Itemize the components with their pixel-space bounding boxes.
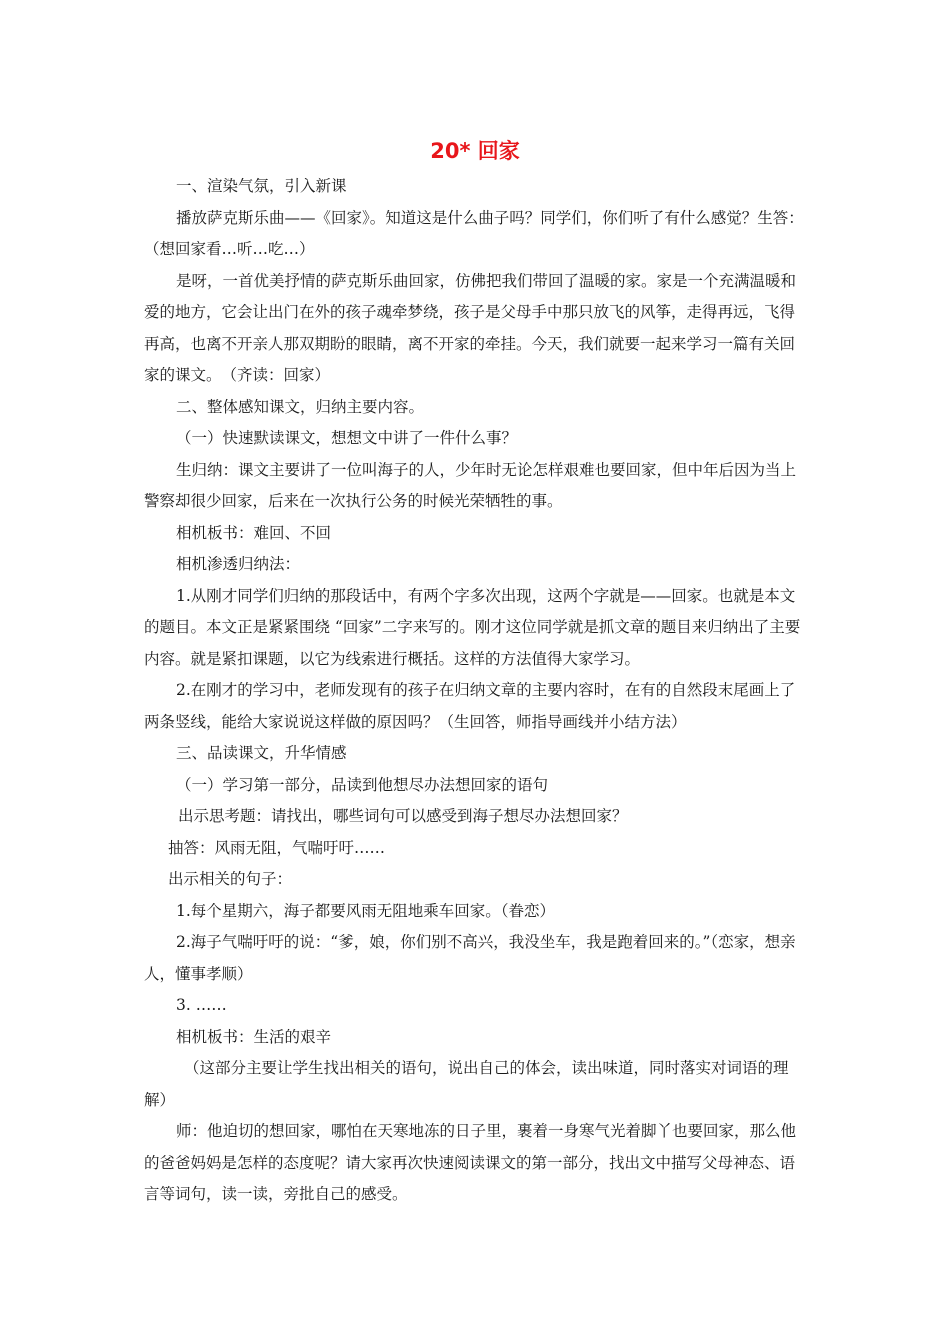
paragraph: 相机渗透归纳法： [176, 555, 301, 573]
paragraph: 生归纳：课文主要讲了一位叫海子的人，少年时无论怎样艰难也要回家，但中年后因为当上警察却很少回家，后来在一次执行公务的时候光荣牺牲的事。 [144, 460, 797, 510]
paragraph: 抽答：风雨无阻，气喘吁吁…… [168, 838, 386, 857]
list-item: 3. …… [176, 996, 227, 1014]
paragraph: 播放萨克斯乐曲——《回家》。知道这是什么曲子吗？同学们，你们听了有什么感觉？生答：（想回家看…听…吃…） [144, 208, 804, 258]
list-item: 1.从刚才同学们归纳的那段话中，有两个字多次出现，这两个字就是——回家。也就是本文的题目。本文正是紧紧围绕 “回家”二字来写的。刚才这位同学就是抓文章的题目来归纳出了主要内容。就是紧扣课题，以它为线索进行概括。这样的方法值得大家学习。 [144, 586, 801, 668]
section-heading: 三、品读课文，升华情感 [176, 744, 347, 762]
paragraph: 出示相关的句子： [168, 870, 293, 888]
section-heading: 二、整体感知课文，归纳主要内容。 [176, 397, 425, 416]
paragraph: （一）学习第一部分，品读到他想尽办法想回家的语句 [176, 775, 549, 794]
paragraph: （这部分主要让学生找出相关的语句，说出自己的体会，读出味道，同时落实对词语的理解） [144, 1059, 789, 1109]
list-item: 2.在刚才的学习中，老师发现有的孩子在归纳文章的主要内容时，在有的自然段末尾画上了两条竖线，能给大家说说这样做的原因吗？（生回答，师指导画线并小结方法） [144, 681, 796, 731]
paragraph: 是呀，一首优美抒情的萨克斯乐曲回家，仿佛把我们带回了温暖的家。家是一个充满温暖和爱的地方，它会让出门在外的孩子魂牵梦绕，孩子是父母手中那只放飞的风筝，走得再远，飞得再高，也离不开亲人那双期盼的眼睛，离不开家的牵挂。今天，我们就要一起来学习一篇有关回家的课文。 （齐读：回家） [144, 271, 797, 384]
paragraph: 相机板书：生活的艰辛 [176, 1027, 332, 1046]
paragraph: 相机板书：难回、不回 [176, 523, 332, 542]
paragraph: 出示思考题：请找出，哪些词句可以感受到海子想尽办法想回家？ [178, 807, 628, 825]
list-item: 1.每个星期六，海子都要风雨无阻地乘车回家。（眷恋） [176, 901, 556, 920]
document-body [144, 171, 808, 1211]
list-item: 2.海子气喘吁吁的说：“爹，娘，你们别不高兴，我没坐车，我是跑着回来的。”（恋家，想亲人，懂事孝顺） [144, 933, 796, 983]
section-heading: 一、渲染气氛，引入新课 [176, 177, 347, 195]
paragraph: 师：他迫切的想回家，哪怕在天寒地冻的日子里，裹着一身寒气光着脚丫也要回家，那么他的爸爸妈妈是怎样的态度呢？请大家再次快速阅读课文的第一部分，找出文中描写父母神态、语言等词句，读一读，旁批自己的感受。 [144, 1122, 797, 1203]
paragraph: （一）快速默读课文，想想文中讲了一件什么事？ [176, 429, 518, 447]
document-title: 20* 回家 [430, 139, 520, 163]
